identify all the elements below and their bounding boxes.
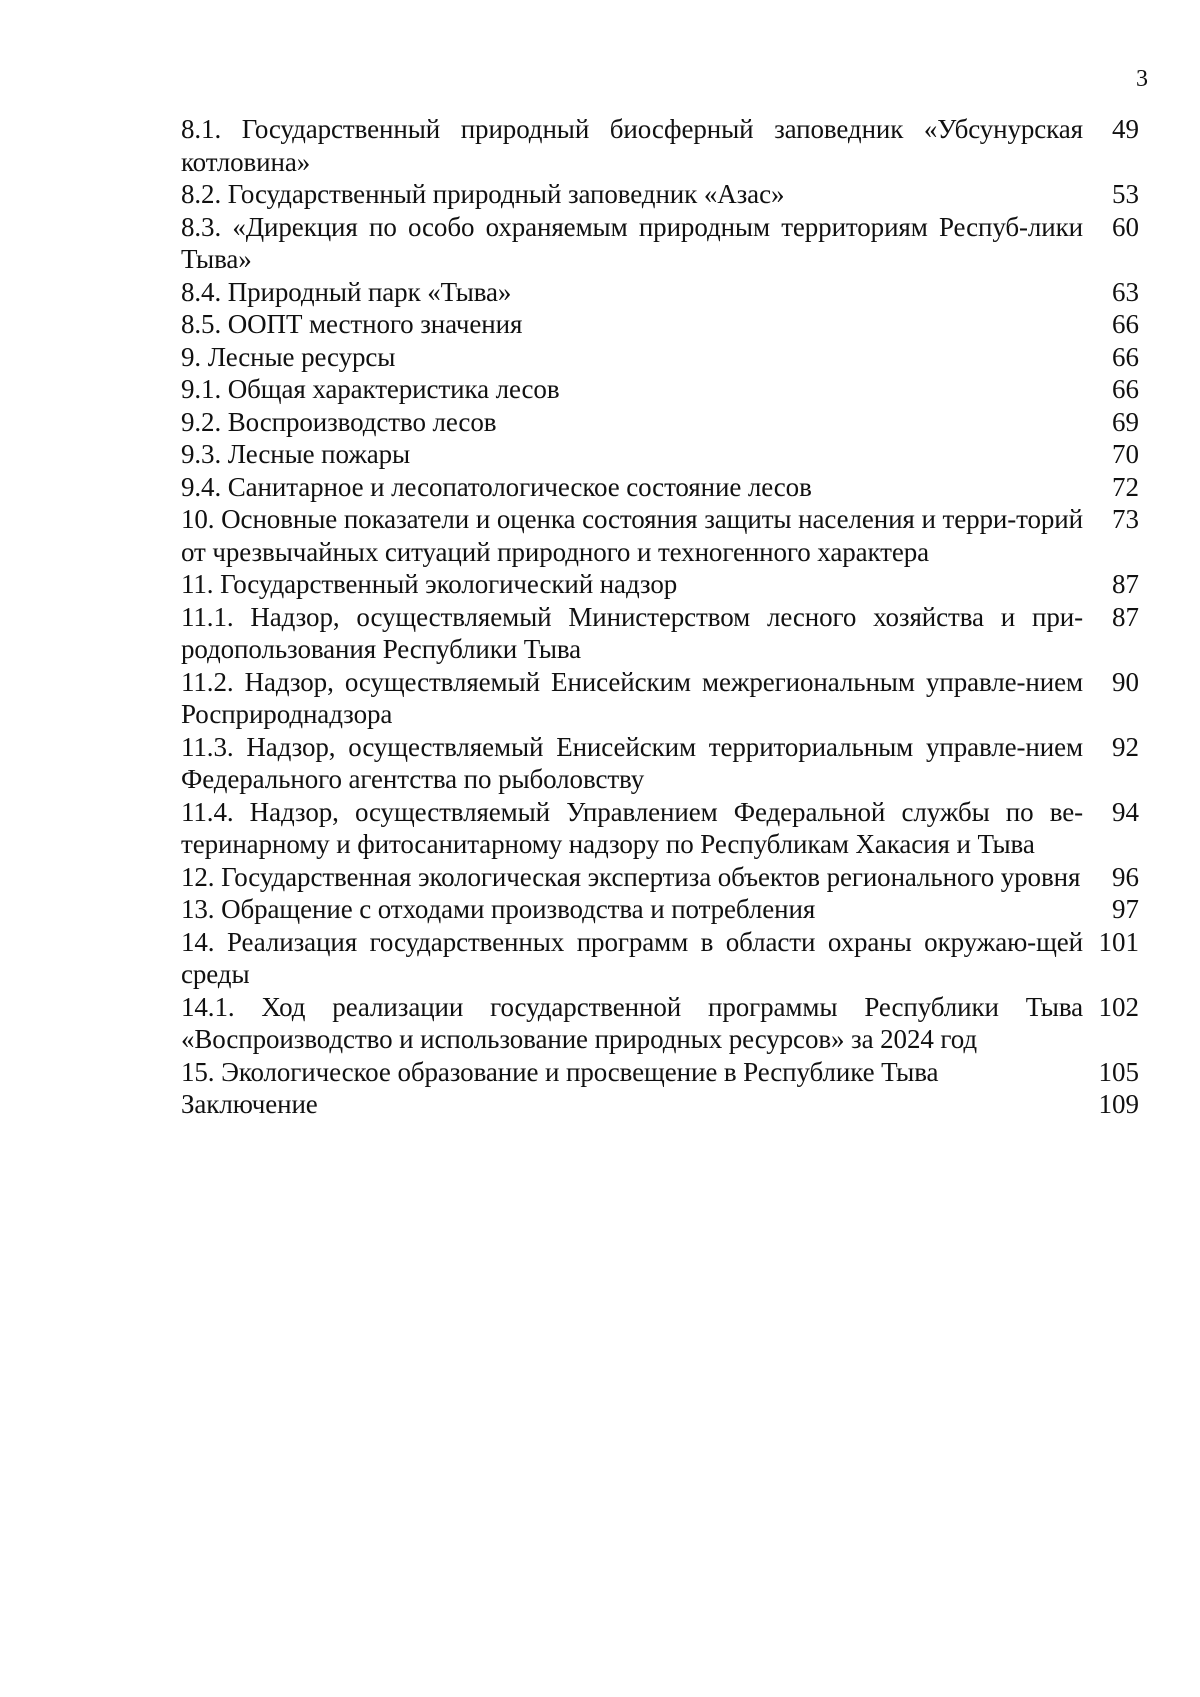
toc-entry-page: 63 — [1112, 276, 1139, 307]
toc-entry-title: 9.4. Санитарное и лесопатологическое состояние лесов — [181, 471, 812, 502]
toc-entry-title: 14. Реализация государственных программ в области охраны окружаю-щей среды — [181, 926, 1083, 989]
toc-entry — [181, 1056, 1139, 1089]
toc-entry-page: 90 — [1112, 666, 1139, 697]
table-of-contents — [181, 113, 1139, 1121]
toc-entry-title: 11.1. Надзор, осуществляемый Министерством лесного хозяйства и при-родопользования Республики Тыва — [181, 601, 1083, 664]
toc-entry-title: 8.5. ООПТ местного значения — [181, 309, 523, 339]
toc-entry-page: 66 — [1112, 374, 1139, 404]
toc-entry-page: 66 — [1112, 309, 1139, 339]
toc-entry-page: 105 — [1098, 1056, 1139, 1087]
toc-entry-title: 12. Государственная экологическая экспертиза объектов регионального уровня — [181, 861, 1081, 892]
toc-entry-page: 97 — [1112, 894, 1139, 924]
toc-entry — [181, 276, 1139, 309]
page-number: 3 — [1136, 66, 1148, 92]
toc-entry-title: 14.1. Ход реализации государственной программы Республики Тыва «Воспроизводство и использование природных ресурсов» за 2024 год — [181, 991, 1083, 1054]
toc-entry — [181, 666, 1139, 731]
toc-entry — [181, 503, 1139, 568]
toc-entry-page: 109 — [1098, 1089, 1139, 1119]
toc-entry-page: 72 — [1112, 471, 1139, 502]
toc-entry — [181, 601, 1139, 666]
toc-entry-title: 15. Экологическое образование и просвещение в Республике Тыва — [181, 1056, 939, 1087]
toc-entry — [181, 893, 1139, 926]
toc-entry-page: 66 — [1112, 341, 1139, 372]
toc-entry — [181, 178, 1139, 211]
toc-entry-page: 101 — [1098, 926, 1139, 957]
toc-entry-page: 49 — [1112, 114, 1139, 144]
toc-entry-title: 9.3. Лесные пожары — [181, 439, 411, 469]
toc-entry-title: 13. Обращение с отходами производства и потребления — [181, 894, 816, 924]
toc-entry — [181, 406, 1139, 439]
toc-entry-title: 8.4. Природный парк «Тыва» — [181, 276, 512, 307]
toc-entry — [181, 308, 1139, 341]
toc-entry — [181, 991, 1139, 1056]
toc-entry-page: 53 — [1112, 179, 1139, 209]
toc-entry — [181, 1088, 1139, 1121]
toc-entry — [181, 373, 1139, 406]
toc-entry-title: 11.2. Надзор, осуществляемый Енисейским межрегиональным управле-нием Росприроднадзора — [181, 666, 1083, 729]
toc-entry — [181, 211, 1139, 276]
toc-entry-page: 96 — [1112, 861, 1139, 892]
toc-entry-title: 8.3. «Дирекция по особо охраняемым природным территориям Респуб-лики Тыва» — [181, 211, 1083, 274]
toc-entry-title: 8.2. Государственный природный заповедник «Азас» — [181, 179, 785, 209]
toc-entry-title: 11. Государственный экологический надзор — [181, 569, 678, 599]
toc-entry — [181, 796, 1139, 861]
toc-entry-title: 11.4. Надзор, осуществляемый Управлением Федеральной службы по ве-теринарному и фитосанитарному надзору по Республикам Хакасия и Тыва — [181, 796, 1083, 859]
toc-entry-title: 8.1. Государственный природный биосферный заповедник «Убсунурская котловина» — [181, 114, 1083, 177]
toc-entry — [181, 438, 1139, 471]
toc-entry-page: 87 — [1112, 601, 1139, 632]
toc-entry-page: 94 — [1112, 796, 1139, 827]
toc-entry-page: 70 — [1112, 439, 1139, 469]
toc-entry-title: 9.2. Воспроизводство лесов — [181, 406, 497, 437]
toc-entry-title: Заключение — [181, 1089, 318, 1119]
toc-entry — [181, 113, 1139, 178]
toc-entry-page: 92 — [1112, 731, 1139, 762]
toc-entry-title: 10. Основные показатели и оценка состояния защиты населения и терри-торий от чрезвычайных ситуаций природного и техногенного характера — [181, 504, 1083, 567]
toc-entry — [181, 861, 1139, 894]
toc-entry — [181, 471, 1139, 504]
toc-entry — [181, 731, 1139, 796]
toc-entry — [181, 341, 1139, 374]
toc-entry-page: 73 — [1112, 504, 1139, 534]
toc-entry-title: 9.1. Общая характеристика лесов — [181, 374, 560, 404]
toc-entry-title: 11.3. Надзор, осуществляемый Енисейским территориальным управле-нием Федерального агентства по рыболовству — [181, 731, 1083, 794]
toc-entry-title: 9. Лесные ресурсы — [181, 341, 396, 372]
toc-entry — [181, 568, 1139, 601]
toc-entry — [181, 926, 1139, 991]
toc-entry-page: 87 — [1112, 569, 1139, 599]
toc-entry-page: 69 — [1112, 406, 1139, 437]
toc-entry-page: 60 — [1112, 211, 1139, 242]
toc-entry-page: 102 — [1098, 991, 1139, 1022]
